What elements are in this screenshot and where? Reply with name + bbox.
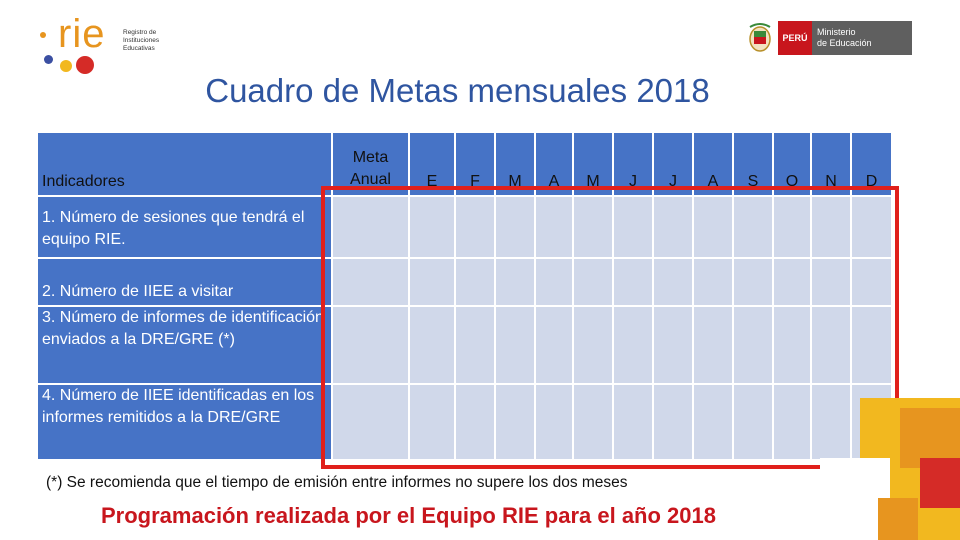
footnote: (*) Se recomienda que el tiempo de emisión entre informes no supere los dos meses: [46, 474, 628, 491]
deco-square: [920, 458, 960, 508]
rie-logo: [36, 12, 176, 80]
indicator-cell: [38, 259, 333, 307]
header-label: D: [865, 173, 878, 190]
logo-dot: [40, 32, 46, 38]
ministry-name-line2: de Educación: [817, 38, 872, 48]
ministry-name-line1: Ministerio: [817, 27, 856, 37]
decorative-shapes: [820, 398, 960, 540]
indicator-text: 4. Número de IIEE identificadas en los informes remitidos a la DRE/GRE: [42, 387, 315, 426]
highlight-box: [321, 186, 899, 469]
indicator-cell: [38, 385, 333, 461]
header-label: J: [669, 173, 677, 190]
header-label: A: [548, 173, 560, 190]
header-label: M: [586, 173, 600, 190]
header-label: Meta Anual: [350, 149, 391, 188]
logo-dot: [44, 55, 53, 64]
header-label: Indicadores: [42, 173, 125, 190]
country-label: PERÚ: [778, 21, 812, 55]
logo-dot: [60, 60, 72, 72]
header-label: E: [426, 173, 438, 190]
header-label: A: [707, 173, 719, 190]
indicator-text: 1. Número de sesiones que tendrá el equipo RIE.: [42, 209, 305, 248]
logo-text: rie: [58, 12, 106, 56]
header-label: S: [747, 173, 759, 190]
ministry-logo: [746, 21, 912, 55]
indicator-cell: [38, 307, 333, 385]
indicator-text: 2. Número de IIEE a visitar: [42, 283, 234, 300]
coat-of-arms-icon: [746, 21, 774, 55]
header-label: J: [629, 173, 637, 190]
indicator-cell: [38, 197, 333, 259]
header-label: O: [785, 173, 799, 190]
header-label: N: [825, 173, 837, 190]
page-title: Cuadro de Metas mensuales 2018: [205, 72, 710, 109]
indicator-text: 3. Número de informes de identificación enviados a la DRE/GRE (*): [42, 309, 324, 348]
programming-caption: Programación realizada por el Equipo RIE para el año 2018: [101, 503, 716, 528]
header-label: M: [508, 173, 522, 190]
header-label: F: [470, 173, 480, 190]
header-indicators: [38, 133, 333, 197]
logo-subtitle: Registro de Instituciones Educativas: [123, 29, 160, 52]
deco-square: [878, 498, 918, 540]
ministry-name: [812, 21, 912, 55]
